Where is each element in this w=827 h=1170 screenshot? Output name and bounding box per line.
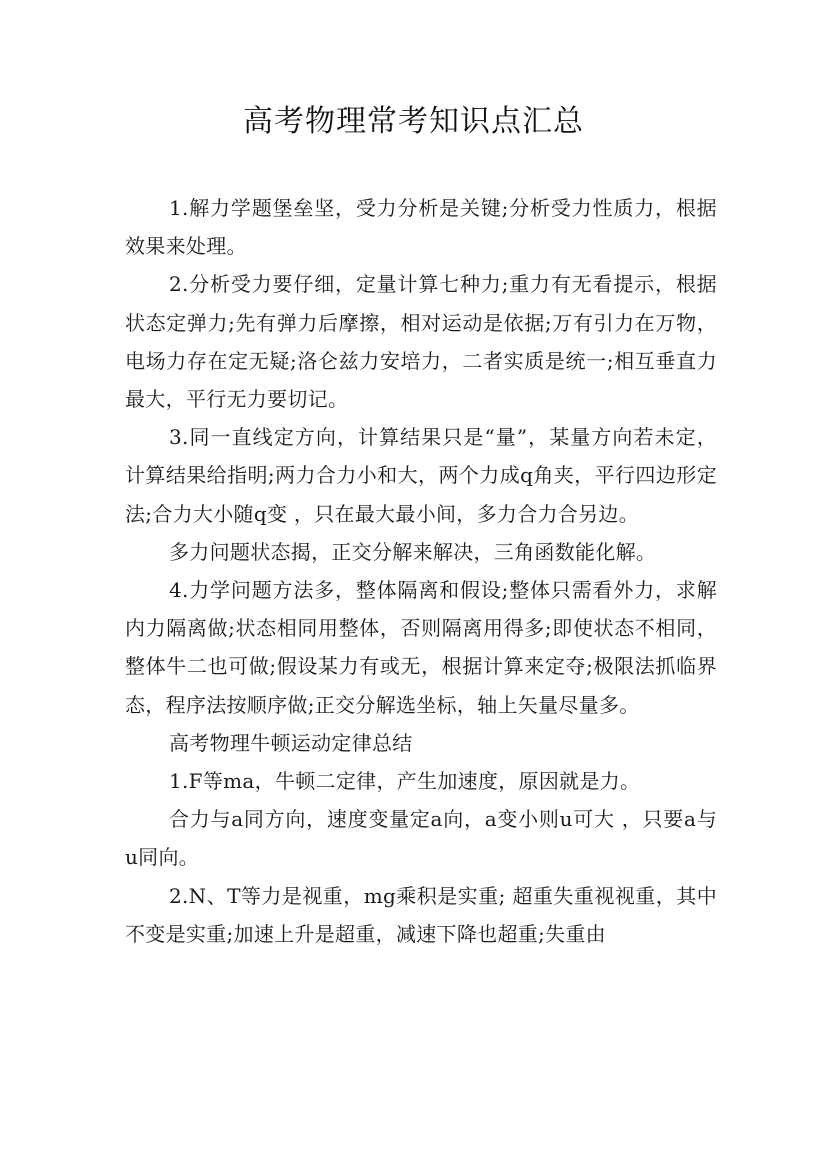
- document-body: [125, 189, 717, 953]
- paragraph-5: 4.力学问题方法多，整体隔离和假设;整体只需看外力，求解内力隔离做;状态相同用整体，否则隔离用得多;即使状态不相同，整体牛二也可做;假设某力有或无，根据计算来定夺;极限法抓临界态，程序法按顺序做;正交分解选坐标，轴上矢量尽量多。: [125, 578, 717, 717]
- paragraph-4: 多力问题状态揭，正交分解来解决，三角函数能化解。: [169, 539, 657, 564]
- paragraph-2: 2.分析受力要仔细，定量计算七种力;重力有无看提示，根据状态定弹力;先有弹力后摩擦，相对运动是依据;万有引力在万物，电场力存在定无疑;洛仑兹力安培力，二者实质是统一;相互垂直力最大，平行无力要切记。: [125, 272, 717, 412]
- section-heading: 高考物理牛顿运动定律总结: [169, 730, 413, 755]
- paragraph-3: 3.同一直线定方向，计算结果只是“量”，某量方向若未定，计算结果给指明;两力合力小和大，两个力成q角夹，平行四边形定法;合力大小随q变 ，只在最大最小间，多力合力合另边。: [125, 425, 717, 526]
- paragraph-6: 1.F等ma，牛顿二定律，产生加速度，原因就是力。: [169, 769, 641, 794]
- paragraph-7: 合力与a同方向，速度变量定a向，a变小则u可大 ，只要a与u同向。: [125, 807, 717, 870]
- page-title: 高考物理常考知识点汇总: [243, 104, 584, 139]
- paragraph-8: 2.N、T等力是视重，mg乘积是实重; 超重失重视视重，其中不变是实重;加速上升是超重，减速下降也超重;失重由: [125, 883, 717, 946]
- paragraph-1: 1.解力学题堡垒坚，受力分析是关键;分析受力性质力，根据效果来处理。: [125, 196, 717, 259]
